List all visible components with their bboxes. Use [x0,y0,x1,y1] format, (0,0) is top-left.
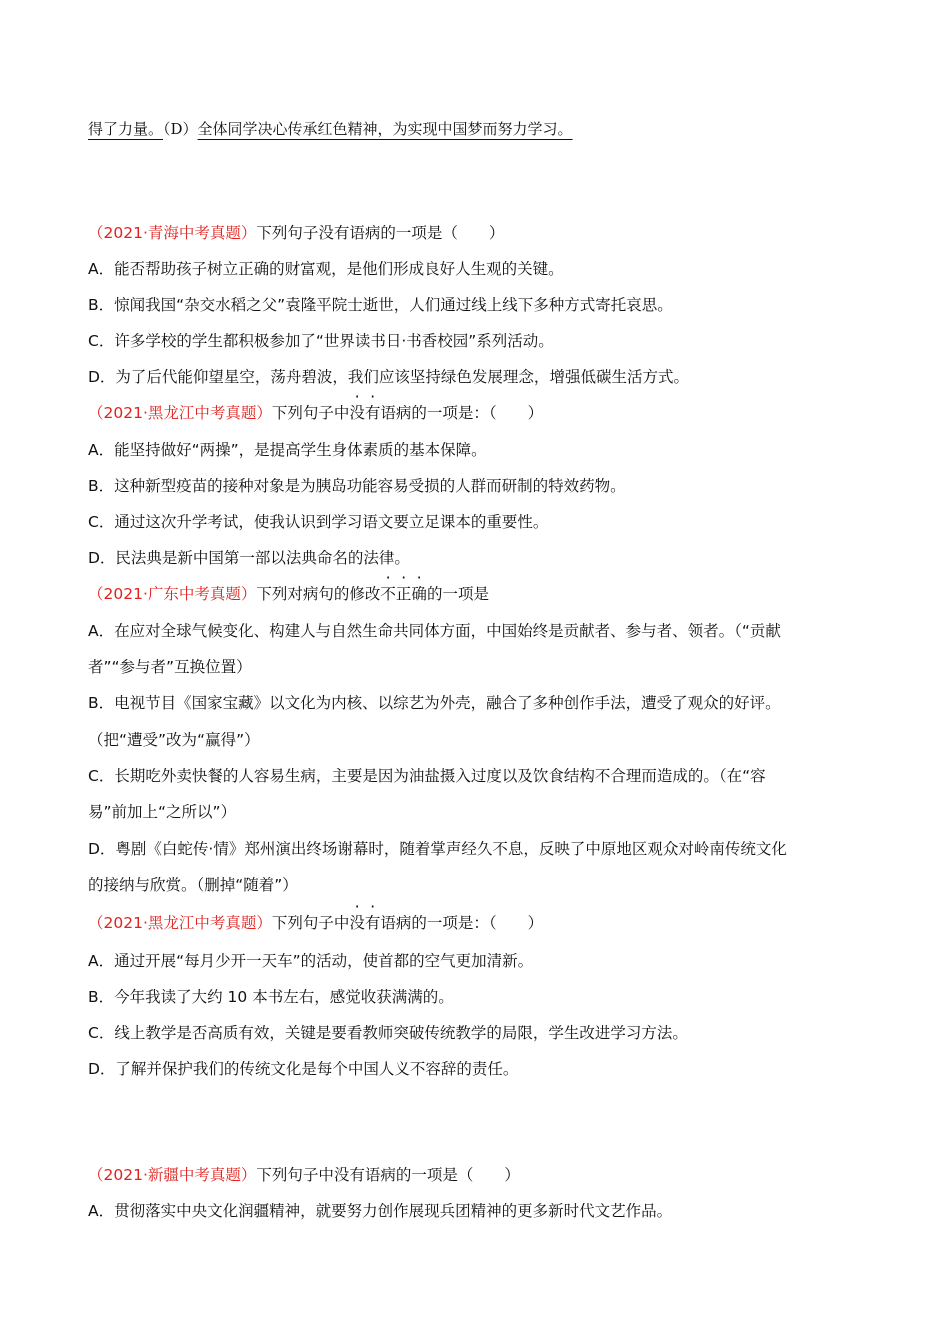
question-3-option-a-line2: 者”“参与者”互换位置） [88,658,252,676]
question-3-option-a-line1: A．在应对全球气候变化、构建人与自然生命共同体方面，中国始终是贡献者、参与者、领者。（“贡献 [88,622,781,640]
question-source: （2021·黑龙江中考真题） [88,404,272,422]
question-source: （2021·广东中考真题） [88,585,257,603]
question-3-stem [88,583,489,605]
question-text: 下列句子没有语病的一项是（ ） [256,224,505,242]
question-2-option-d: D．民法典是新中国第一部以法典命名的法律。 [88,549,410,567]
intro-text-1: 得了力量。 [88,120,164,138]
question-1-option-d: D．为了后代能仰望星空，荡舟碧波，我们应该坚持绿色发展理念，增强低碳生活方式。 [88,368,689,386]
question-text-post: 语病的一项是：（ ） [380,404,544,422]
question-1-stem [88,222,504,244]
emphasis-char: 没 [349,404,365,422]
intro-answer-label: （D） [163,120,198,138]
question-text-pre: 下列句子中 [271,914,350,932]
question-text-pre: 下列句子中 [271,404,350,422]
question-3-option-c-line1: C．长期吃外卖快餐的人容易生病，主要是因为油盐摄入过度以及饮食结构不合理而造成的。（在“容 [88,767,766,785]
question-source: （2021·黑龙江中考真题） [88,914,272,932]
question-1-option-c: C．许多学校的学生都积极参加了“世界读书日·书香校园”系列活动。 [88,332,554,350]
question-2-option-a: A．能坚持做好“两操”，是提高学生身体素质的基本保障。 [88,441,487,459]
question-source: （2021·新疆中考真题） [88,1166,257,1184]
question-4-option-a: A．通过开展“每月少开一天车”的活动，使首都的空气更加清新。 [88,952,534,970]
question-text-pre: 下列对病句的修改 [256,585,381,603]
intro-line [88,118,573,140]
question-5-option-a: A．贯彻落实中央文化润疆精神，就要努力创作展现兵团精神的更多新时代文艺作品。 [88,1202,673,1220]
question-3-option-d-line1: D．粤剧《白蛇传·情》郑州演出终场谢幕时，随着掌声经久不息，反映了中原地区观众对岭南传统文化 [88,840,787,858]
question-text: 下列句子中没有语病的一项是（ ） [256,1166,520,1184]
emphasis-char: 有 [364,914,381,932]
question-text-post: 的一项是 [426,585,489,603]
question-1-option-b: B．惊闻我国“杂交水稻之父”袁隆平院士逝世，人们通过线上线下多种方式寄托哀思。 [88,296,673,314]
question-5-stem [88,1164,520,1186]
question-2-option-c: C．通过这次升学考试，使我认识到学习语文要立足课本的重要性。 [88,513,549,531]
emphasis-char: 有 [364,404,381,422]
question-3-option-b-line1: B．电视节目《国家宝藏》以文化为内核、以综艺为外壳，融合了多种创作手法，遭受了观众的好评。 [88,694,781,712]
emphasis-char: 没 [349,914,365,932]
question-3-option-d-line2: 的接纳与欣赏。（删掉“随着”） [88,876,298,894]
emphasis-char: 正 [395,585,412,603]
question-3-option-c-line2: 易”前加上“之所以”） [88,803,237,821]
emphasis-char: 确 [411,585,427,603]
question-1-option-a: A．能否帮助孩子树立正确的财富观，是他们形成良好人生观的关键。 [88,260,564,278]
question-4-option-d: D．了解并保护我们的传统文化是每个中国人义不容辞的责任。 [88,1060,519,1078]
question-text-post: 语病的一项是：（ ） [380,914,544,932]
question-source: （2021·青海中考真题） [88,224,257,242]
question-4-option-b: B．今年我读了大约 10 本书左右，感觉收获满满的。 [88,988,454,1006]
intro-text-2: 全体同学决心传承红色精神，为实现中国梦而努力学习。 [197,120,573,138]
question-4-stem [88,912,543,934]
question-4-option-c: C．线上教学是否高质有效，关键是要看教师突破传统教学的局限，学生改进学习方法。 [88,1024,688,1042]
question-2-option-b: B．这种新型疫苗的接种对象是为胰岛功能容易受损的人群而研制的特效药物。 [88,477,626,495]
question-2-stem [88,402,543,424]
question-3-option-b-line2: （把“遭受”改为“赢得”） [88,731,260,749]
emphasis-char: 不 [380,585,396,603]
